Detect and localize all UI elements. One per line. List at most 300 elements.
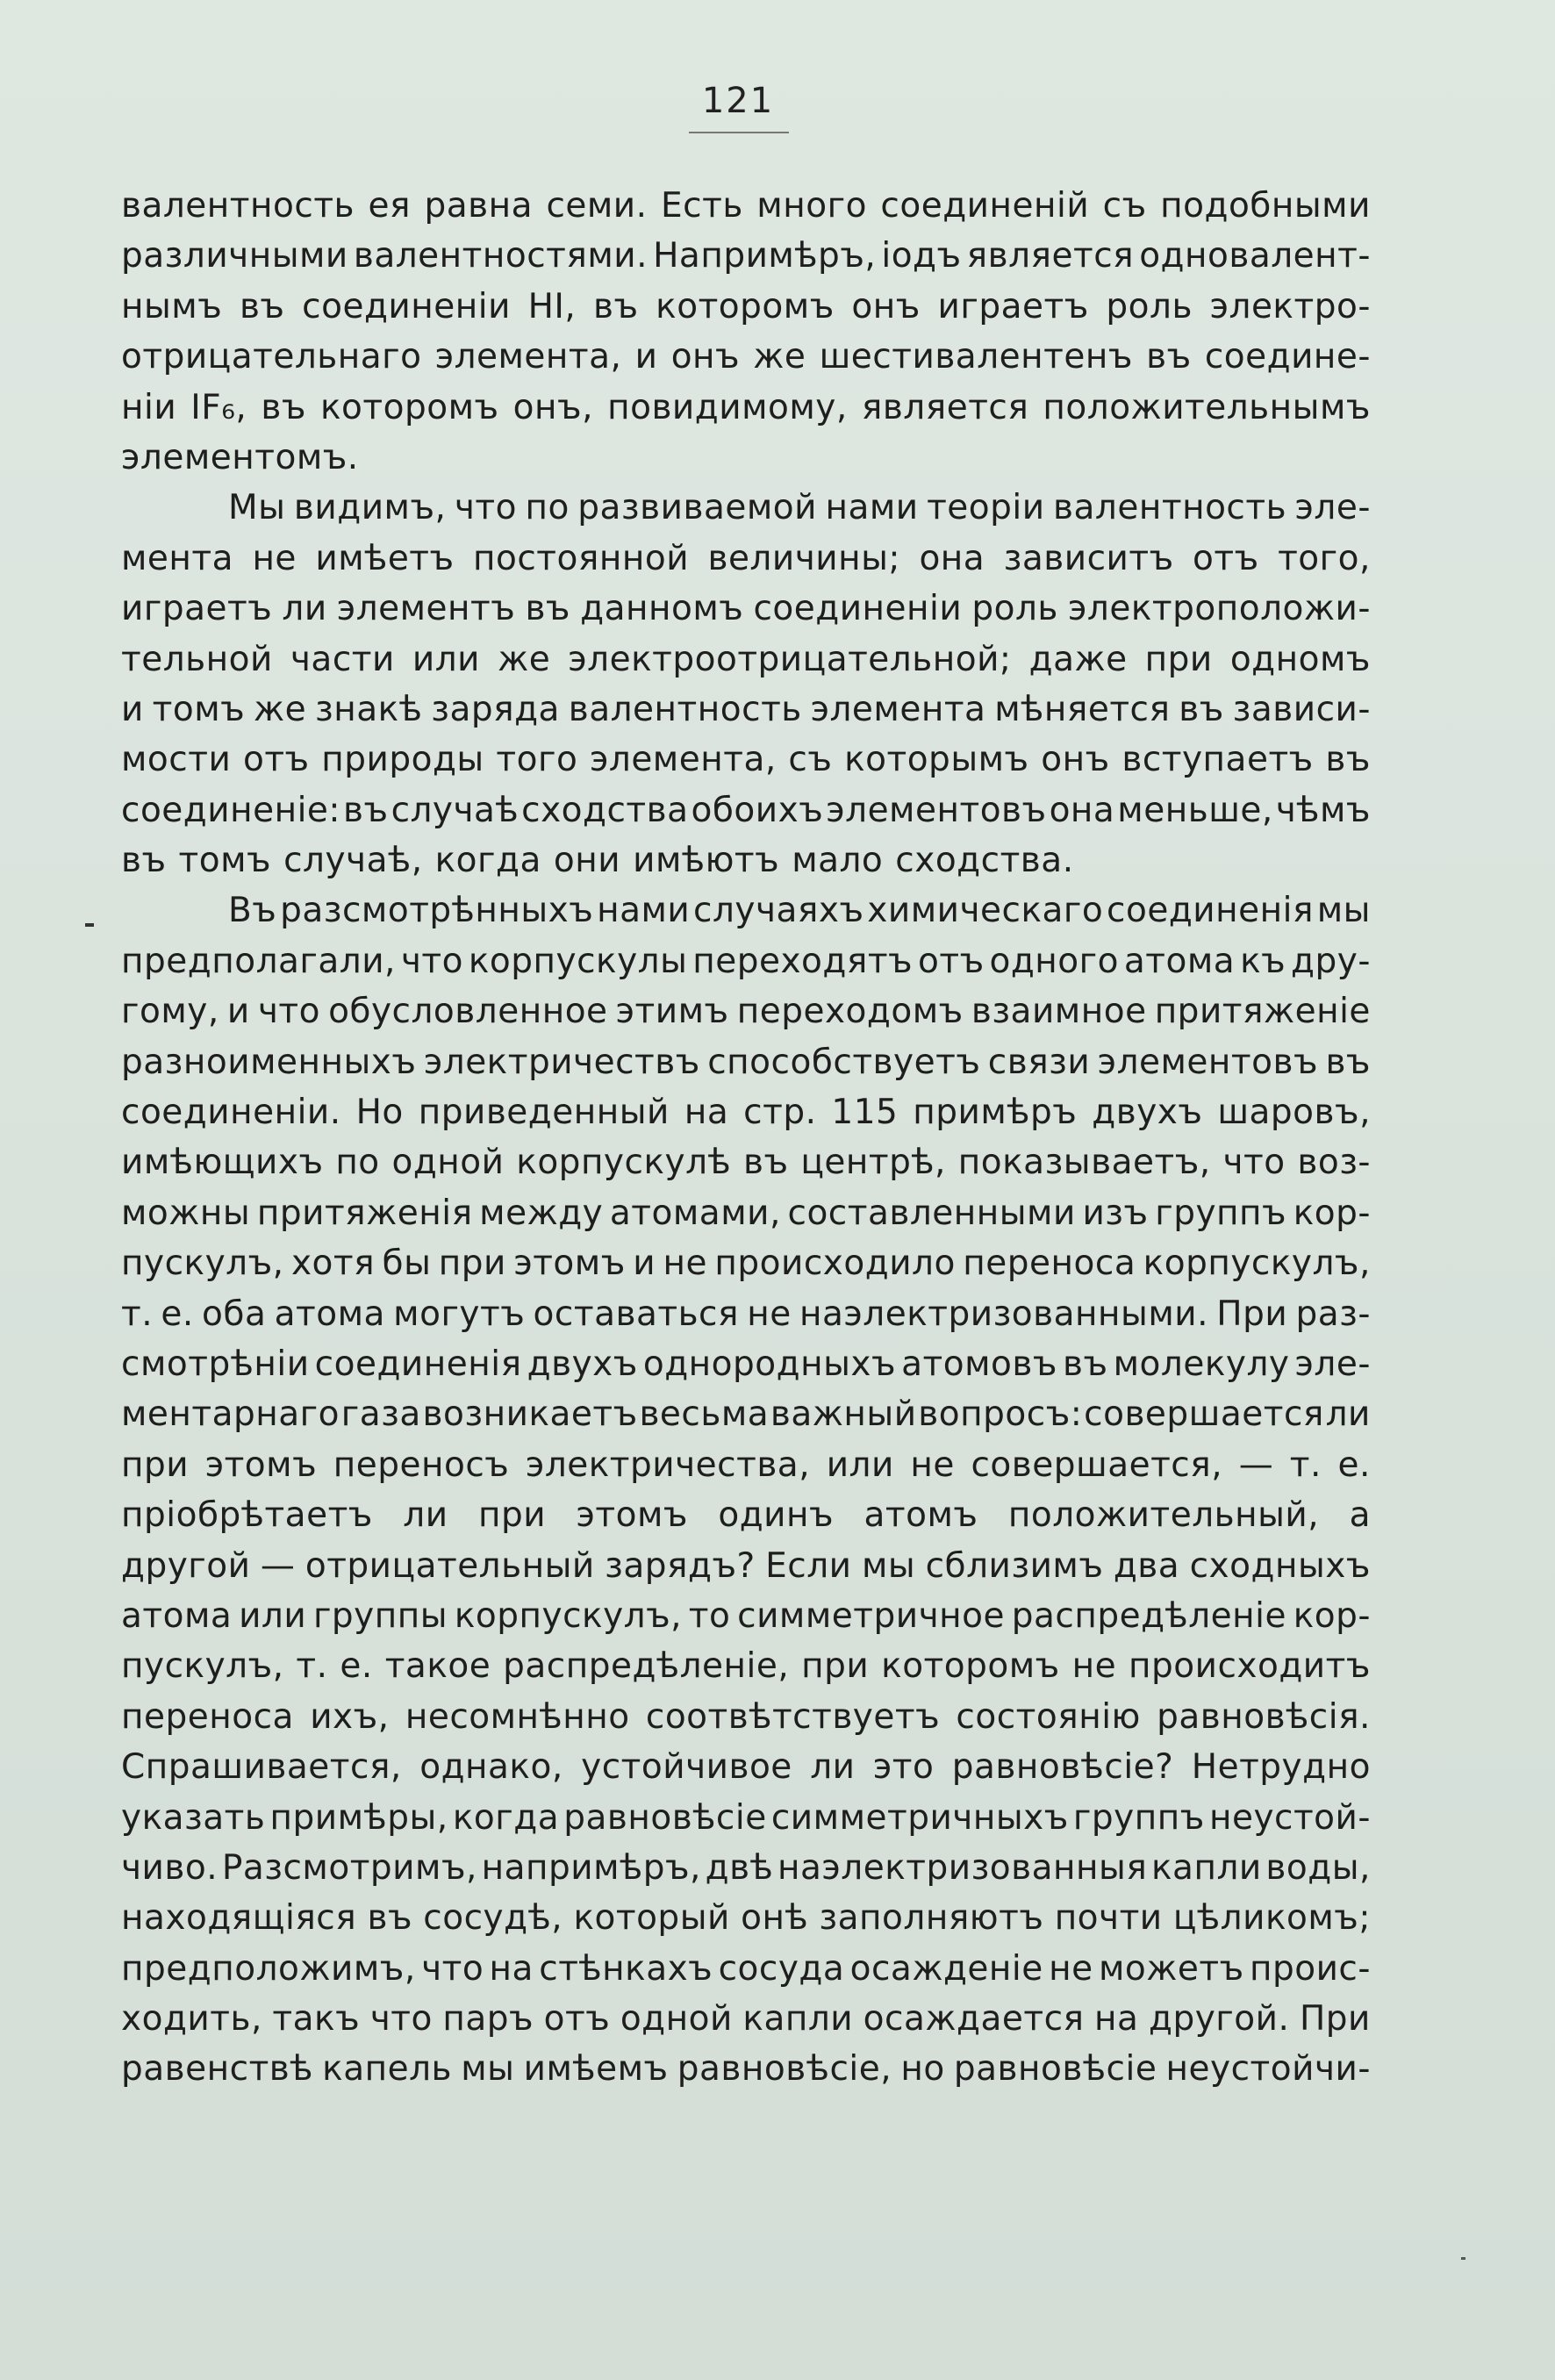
word: двухъ xyxy=(527,1344,638,1384)
word: отъ xyxy=(543,1999,611,2039)
word: электро- xyxy=(1209,286,1371,326)
word: когда xyxy=(452,1797,560,1838)
text-line xyxy=(121,1490,1371,1540)
word: онъ xyxy=(1041,740,1110,780)
word: такъ xyxy=(272,1999,361,2039)
word: шестивалентенъ xyxy=(819,337,1133,377)
word: что xyxy=(369,1999,433,2039)
word: въ xyxy=(592,286,639,326)
text-line xyxy=(121,1843,1371,1893)
word: между xyxy=(479,1193,604,1233)
word: цѣликомъ; xyxy=(1172,1898,1371,1939)
word: элементъ xyxy=(336,589,516,629)
word: имѣютъ xyxy=(633,841,780,881)
word: этимъ xyxy=(615,992,729,1032)
word: который xyxy=(573,1898,730,1939)
word: е. xyxy=(1337,1444,1371,1485)
word: Спрашивается, xyxy=(121,1747,402,1788)
word: газа xyxy=(340,1394,421,1435)
word: или xyxy=(826,1444,894,1485)
page-number: 121 xyxy=(701,81,775,121)
word: симметричное xyxy=(737,1595,1005,1636)
word: несомнѣнно xyxy=(405,1696,630,1737)
word: совершается xyxy=(1084,1394,1324,1435)
text-line xyxy=(121,584,1371,634)
word: соединенія xyxy=(314,1344,522,1384)
word: одной xyxy=(391,1143,505,1183)
word: чѣмъ xyxy=(1275,790,1371,830)
word: симметричныхъ xyxy=(770,1797,1069,1838)
word: При xyxy=(1299,1999,1371,2039)
word: заряда xyxy=(431,689,560,729)
word: гому, xyxy=(121,992,219,1032)
text-line xyxy=(121,383,1371,433)
word: атомъ xyxy=(863,1495,978,1536)
text-line xyxy=(121,785,1371,835)
word: притяженіе xyxy=(1154,992,1371,1032)
text-line xyxy=(121,1692,1371,1742)
word: сходства. xyxy=(895,841,1074,881)
word: двухъ xyxy=(1092,1093,1203,1133)
word: переходомъ xyxy=(736,992,964,1032)
text-line xyxy=(121,1440,1371,1490)
word: эле- xyxy=(1294,1344,1371,1384)
text-line xyxy=(121,1994,1371,2044)
word: положительнымъ xyxy=(1043,387,1371,427)
word: іодъ xyxy=(881,236,962,276)
word: имѣетъ xyxy=(315,538,455,578)
text-line xyxy=(121,1389,1371,1439)
word: мента xyxy=(121,538,234,578)
word: предположимъ, xyxy=(121,1948,416,1989)
text-line xyxy=(121,1591,1371,1641)
word: которымъ xyxy=(844,740,1029,780)
word: корпускулы xyxy=(468,941,688,981)
word: элементомъ. xyxy=(121,437,359,477)
word: къ xyxy=(1240,941,1286,981)
word: Нетрудно xyxy=(1191,1747,1371,1788)
word: они xyxy=(553,841,621,881)
word: мы xyxy=(1316,891,1371,931)
word: атомами, xyxy=(609,1193,781,1233)
word: воз- xyxy=(1297,1143,1371,1183)
text-line xyxy=(121,685,1371,735)
word: видимъ, xyxy=(293,488,447,528)
word: и xyxy=(634,337,658,377)
word: е. xyxy=(161,1294,194,1334)
word: въ xyxy=(343,790,389,830)
word: является xyxy=(861,387,1029,427)
word: электричества, xyxy=(525,1444,811,1485)
word: стр. xyxy=(743,1093,817,1133)
word: элемента, xyxy=(434,337,622,377)
word: что xyxy=(1222,1143,1286,1183)
word: онъ xyxy=(670,337,741,377)
word: состоянію xyxy=(956,1696,1141,1737)
word: разноименныхъ xyxy=(121,1042,417,1082)
word: элемента xyxy=(810,689,986,729)
word: однако, xyxy=(419,1747,563,1788)
text-line xyxy=(121,1188,1371,1238)
word: одинъ xyxy=(718,1495,835,1536)
word: мы xyxy=(861,1545,916,1586)
text-line xyxy=(121,1541,1371,1591)
word: напримѣръ, xyxy=(481,1847,701,1888)
word: а xyxy=(1349,1495,1371,1536)
text-line xyxy=(121,332,1371,382)
word: на xyxy=(684,1093,729,1133)
word: — xyxy=(260,1545,296,1586)
word: показываетъ, xyxy=(957,1143,1211,1183)
word: осажденіе xyxy=(849,1948,1043,1989)
word: паръ xyxy=(442,1999,534,2039)
word: семи. xyxy=(546,186,648,226)
text-line xyxy=(121,835,1371,885)
word: атома xyxy=(274,1294,385,1334)
word: по xyxy=(335,1143,380,1183)
word: Есть xyxy=(661,186,743,226)
word: на xyxy=(489,1948,534,1989)
word: не xyxy=(1049,1948,1093,1989)
word: группъ xyxy=(1072,1797,1205,1838)
word: капель xyxy=(322,2049,453,2090)
word: Въ xyxy=(228,891,277,931)
word: случаѣ, xyxy=(283,841,423,881)
text-line xyxy=(121,885,1371,936)
word: различными xyxy=(121,236,348,276)
word: ніи xyxy=(121,387,177,427)
word: въ xyxy=(367,1898,413,1939)
word: т. xyxy=(296,1646,328,1687)
word: почти xyxy=(1054,1898,1163,1939)
word: HI, xyxy=(527,286,577,326)
word: не xyxy=(663,1244,707,1284)
text-line xyxy=(121,1037,1371,1087)
word: валентность xyxy=(568,689,802,729)
text-line xyxy=(121,735,1371,785)
word: онъ, xyxy=(512,387,593,427)
word: разсмотрѣнныхъ xyxy=(280,891,594,931)
word: изъ xyxy=(1082,1193,1149,1233)
word: способствуетъ xyxy=(707,1042,981,1082)
word: въ xyxy=(121,841,167,881)
word: что xyxy=(454,488,517,528)
word: бы xyxy=(382,1244,432,1284)
word: ея xyxy=(368,186,411,226)
word: находящіяся xyxy=(121,1898,357,1939)
word: является xyxy=(966,236,1135,276)
word: по xyxy=(525,488,570,528)
word: томъ xyxy=(178,841,272,881)
word: отрицательный xyxy=(305,1545,595,1586)
word: равновѣсіе xyxy=(953,2049,1157,2090)
word: равновѣсія. xyxy=(1157,1696,1371,1737)
word: при xyxy=(801,1646,870,1687)
word: т. xyxy=(121,1294,154,1334)
word: атома xyxy=(121,1595,233,1636)
word: при xyxy=(1144,639,1213,679)
word: величины; xyxy=(707,538,901,578)
word: положительный, xyxy=(1007,1495,1320,1536)
word: отъ xyxy=(917,941,985,981)
word: при xyxy=(477,1495,547,1536)
word: ли xyxy=(1325,1394,1371,1435)
header-rule xyxy=(689,132,789,133)
word: не xyxy=(747,1294,792,1334)
word: вопросъ: xyxy=(918,1394,1083,1435)
word: томъ xyxy=(152,689,246,729)
text-line xyxy=(121,433,1371,483)
word: шаровъ, xyxy=(1217,1093,1371,1133)
word: однородныхъ xyxy=(642,1344,897,1384)
word: совершается, xyxy=(971,1444,1223,1485)
word: Если xyxy=(765,1545,852,1586)
word: одномъ xyxy=(1229,639,1371,679)
margin-mark xyxy=(85,923,94,927)
word: зависитъ xyxy=(1003,538,1174,578)
word: природы xyxy=(321,740,484,780)
word: переноса xyxy=(121,1696,294,1737)
word: Напримѣръ, xyxy=(653,236,877,276)
word: отрицательнаго xyxy=(121,337,422,377)
word: равенствѣ xyxy=(121,2049,313,2090)
text-line xyxy=(121,1641,1371,1691)
word: пускулъ, xyxy=(121,1646,284,1687)
word: составленными xyxy=(787,1193,1076,1233)
word: зависи- xyxy=(1232,689,1371,729)
word: приведенный xyxy=(418,1093,670,1133)
word: ли xyxy=(282,589,327,629)
word: наэлектризованныя xyxy=(777,1847,1148,1888)
word: можны xyxy=(121,1193,251,1233)
word: въ xyxy=(261,387,306,427)
word: притяженія xyxy=(256,1193,473,1233)
word: мѣняется xyxy=(994,689,1171,729)
word: переносъ xyxy=(333,1444,510,1485)
word: на xyxy=(1094,1999,1139,2039)
word: нами xyxy=(825,488,919,528)
word: центрѣ, xyxy=(800,1143,946,1183)
word: нами xyxy=(597,891,691,931)
word: другой xyxy=(121,1545,251,1586)
word: проис- xyxy=(1249,1948,1371,1989)
text-line xyxy=(121,1893,1371,1943)
word: когда xyxy=(434,841,541,881)
word: кор- xyxy=(1293,1193,1371,1233)
word: соединеній xyxy=(880,186,1090,226)
word: знакѣ xyxy=(315,689,423,729)
word: элементовъ xyxy=(826,790,1047,830)
word: въ xyxy=(1179,689,1224,729)
word: которомъ xyxy=(881,1646,1060,1687)
word: равновѣсіе, xyxy=(677,2049,892,2090)
word: это xyxy=(872,1747,935,1788)
word: 115 xyxy=(831,1093,899,1133)
word: распредѣленіе, xyxy=(503,1646,790,1687)
word: воды, xyxy=(1265,1847,1371,1888)
word: происходитъ xyxy=(1128,1646,1371,1687)
word: возникаетъ xyxy=(422,1394,638,1435)
word: отъ xyxy=(242,740,310,780)
word: соединеніи. xyxy=(121,1093,341,1133)
word: и xyxy=(633,1244,656,1284)
word: же xyxy=(498,639,551,679)
text-line xyxy=(121,634,1371,685)
word: ходить, xyxy=(121,1999,262,2039)
word: заполняютъ xyxy=(819,1898,1044,1939)
word: и xyxy=(226,992,250,1032)
word: то xyxy=(688,1595,731,1636)
word: дру- xyxy=(1291,941,1371,981)
text-line xyxy=(121,1339,1371,1389)
word: весьма xyxy=(639,1394,770,1435)
word: въ xyxy=(1325,740,1371,780)
word: можетъ xyxy=(1098,1948,1244,1989)
text-line xyxy=(121,1137,1371,1187)
word: играетъ xyxy=(121,589,273,629)
word: хотя xyxy=(290,1244,376,1284)
word: связи xyxy=(987,1042,1091,1082)
word: того, xyxy=(1278,538,1371,578)
word: она xyxy=(919,538,985,578)
word: меньше, xyxy=(1117,790,1273,830)
word: мости xyxy=(121,740,232,780)
word: нымъ xyxy=(121,286,223,326)
word: взаимное xyxy=(971,992,1147,1032)
word: соединеніе: xyxy=(121,790,341,830)
word: она xyxy=(1049,790,1115,830)
word: одной xyxy=(620,1999,733,2039)
word: обоихъ xyxy=(691,790,824,830)
word: оставаться xyxy=(533,1294,739,1334)
word: происходило xyxy=(714,1244,956,1284)
word: имѣющихъ xyxy=(121,1143,324,1183)
word: кор- xyxy=(1293,1595,1371,1636)
word: ли xyxy=(403,1495,448,1536)
word: примѣръ xyxy=(913,1093,1078,1133)
page-speck xyxy=(1461,2257,1465,2260)
word: корпускулѣ xyxy=(516,1143,732,1183)
word: атома xyxy=(1123,941,1236,981)
word: одного xyxy=(989,941,1120,981)
word: что xyxy=(400,941,463,981)
word: или xyxy=(239,1595,307,1636)
text-line xyxy=(121,181,1371,231)
body-text xyxy=(121,181,1371,2095)
word: капли xyxy=(742,1999,854,2039)
word: раз- xyxy=(1295,1294,1371,1334)
word: не xyxy=(910,1444,955,1485)
word: соедине- xyxy=(1204,337,1371,377)
word: равновѣсіе? xyxy=(951,1747,1174,1788)
word: обусловленное xyxy=(328,992,608,1032)
word: того xyxy=(496,740,578,780)
word: имѣемъ xyxy=(523,2049,669,2090)
word: зарядъ? xyxy=(605,1545,756,1586)
word: сосудѣ, xyxy=(423,1898,563,1939)
word: валентность xyxy=(1053,488,1287,528)
word: роль xyxy=(971,589,1058,629)
text-line xyxy=(121,1793,1371,1843)
word: пріобрѣтаетъ xyxy=(121,1495,373,1536)
word: неустойчи- xyxy=(1165,2049,1371,2090)
word: или xyxy=(412,639,481,679)
word: играетъ xyxy=(937,286,1089,326)
word: предполагали, xyxy=(121,941,396,981)
word: корпускулъ, xyxy=(1143,1244,1371,1284)
word: сблизимъ xyxy=(925,1545,1104,1586)
text-line xyxy=(121,986,1371,1036)
word: соединеніи xyxy=(753,589,963,629)
word: распредѣленіе xyxy=(1011,1595,1286,1636)
word: части xyxy=(290,639,395,679)
word: группъ xyxy=(1155,1193,1287,1233)
word: случаяхъ xyxy=(693,891,864,931)
word: же xyxy=(753,337,806,377)
word: онъ xyxy=(851,286,921,326)
word: много xyxy=(756,186,867,226)
word: элемента, xyxy=(589,740,777,780)
text-line xyxy=(121,231,1371,281)
word: въ xyxy=(1325,1042,1371,1082)
word: валентностями. xyxy=(353,236,649,276)
word: устойчивое xyxy=(581,1747,792,1788)
word: этомъ xyxy=(513,1244,626,1284)
word: переноса xyxy=(963,1244,1136,1284)
word: при xyxy=(438,1244,506,1284)
word: осаждается xyxy=(863,1999,1085,2039)
word: Разсмотримъ, xyxy=(221,1847,477,1888)
word: электричествъ xyxy=(423,1042,700,1082)
word: постоянной xyxy=(473,538,690,578)
word: но xyxy=(900,2049,945,2090)
word: которомъ xyxy=(319,387,499,427)
word: указать xyxy=(121,1797,266,1838)
word: пускулъ, xyxy=(121,1244,284,1284)
word: наэлектризованными. xyxy=(799,1294,1209,1334)
text-line xyxy=(121,483,1371,533)
text-line xyxy=(121,1087,1371,1137)
word: оба xyxy=(202,1294,267,1334)
word: что xyxy=(421,1948,484,1989)
word: капли xyxy=(1151,1847,1262,1888)
word: которомъ xyxy=(656,286,835,326)
word: электроположи- xyxy=(1068,589,1371,629)
word: атомовъ xyxy=(901,1344,1057,1384)
text-line xyxy=(121,1944,1371,1994)
word: онѣ xyxy=(741,1898,809,1939)
word: случаѣ xyxy=(391,790,520,830)
word: смотрѣніи xyxy=(121,1344,310,1384)
word: съ xyxy=(788,740,833,780)
word: не xyxy=(1071,1646,1117,1687)
word: Мы xyxy=(228,488,286,528)
word: переходятъ xyxy=(692,941,914,981)
word: отъ xyxy=(1193,538,1259,578)
word: сосуда xyxy=(718,1948,845,1989)
word: Но xyxy=(355,1093,404,1133)
word: одновалент- xyxy=(1139,236,1371,276)
word: тельной xyxy=(121,639,273,679)
word: же xyxy=(254,689,307,729)
word: не xyxy=(252,538,297,578)
word: развиваемой xyxy=(577,488,817,528)
word: неустой- xyxy=(1208,1797,1371,1838)
word: мало xyxy=(792,841,884,881)
word: такое xyxy=(384,1646,491,1687)
word: и xyxy=(121,689,144,729)
word: въ xyxy=(743,1143,789,1183)
